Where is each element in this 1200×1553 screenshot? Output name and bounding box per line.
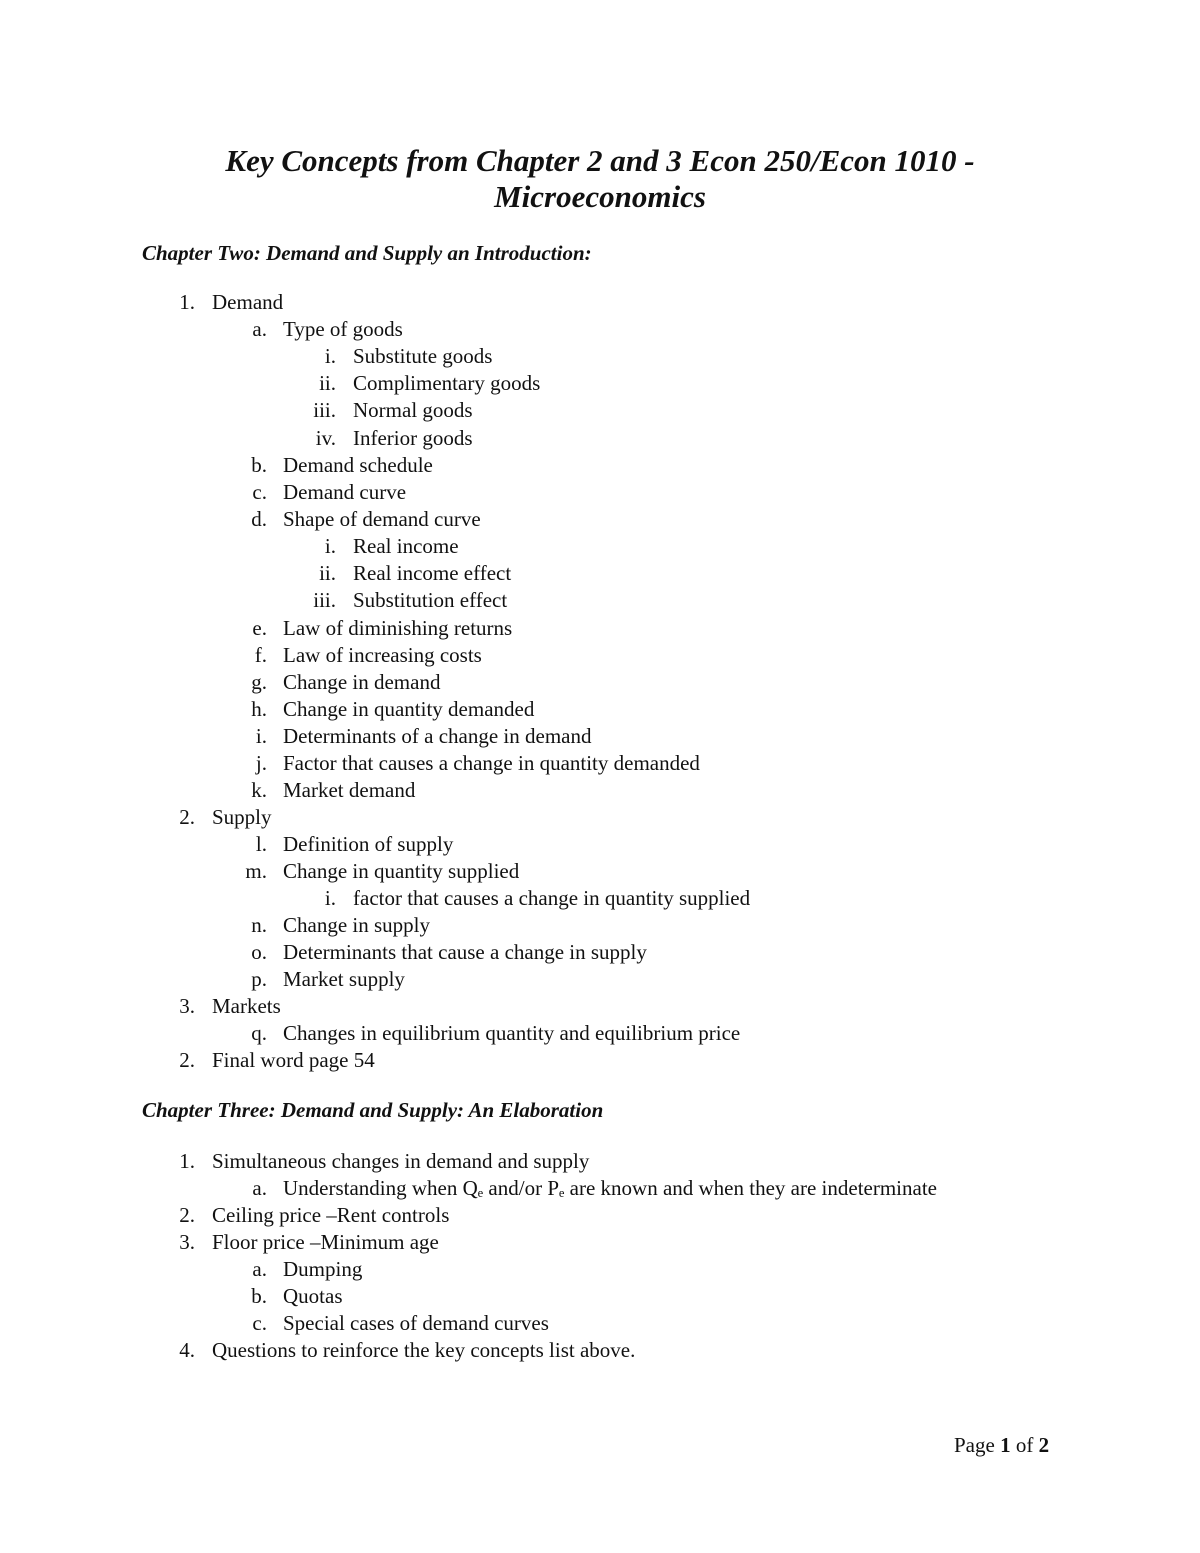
item-marker: 2.	[179, 1203, 195, 1227]
item-text: Shape of demand curve	[283, 507, 481, 531]
item-marker: a.	[252, 1176, 267, 1200]
document-title-line-1: Key Concepts from Chapter 2 and 3 Econ 250/Econ 1010 -	[225, 143, 975, 178]
item-marker: g.	[251, 670, 267, 694]
item-text: Normal goods	[353, 398, 473, 422]
item-marker: b.	[251, 453, 267, 477]
item-marker: i.	[324, 886, 336, 910]
item-text: Demand schedule	[283, 453, 433, 477]
item-text: factor that causes a change in quantity supplied	[353, 886, 751, 910]
item-text: Simultaneous changes in demand and supply	[212, 1149, 590, 1173]
item-text: Final word page 54	[212, 1048, 375, 1072]
item-marker: q.	[251, 1021, 267, 1045]
item-marker: a.	[252, 1257, 267, 1281]
item-marker: iii.	[313, 398, 336, 422]
item-marker: f.	[254, 643, 267, 667]
current-page-number: 1	[1000, 1433, 1011, 1457]
chapter-three-heading: Chapter Three: Demand and Supply: An Elaboration	[142, 1098, 604, 1122]
item-marker: h.	[251, 697, 267, 721]
item-text: Determinants that cause a change in supply	[283, 940, 647, 964]
item-marker: p.	[251, 967, 267, 991]
item-marker: o.	[251, 940, 267, 964]
item-text: Questions to reinforce the key concepts list above.	[212, 1338, 636, 1362]
item-marker: 3.	[179, 994, 195, 1018]
page-label: Page	[954, 1433, 995, 1457]
item-marker: m.	[245, 859, 267, 883]
item-text: Change in supply	[283, 913, 430, 937]
item-text: Supply	[212, 805, 272, 829]
item-text: Definition of supply	[283, 832, 454, 856]
item-marker: 2.	[179, 805, 195, 829]
item-marker: iii.	[313, 588, 336, 612]
chapter-two-heading: Chapter Two: Demand and Supply an Introduction:	[142, 241, 592, 265]
item-text: Changes in equilibrium quantity and equilibrium price	[283, 1021, 741, 1045]
item-text: Market demand	[283, 778, 416, 802]
item-text: Law of diminishing returns	[283, 616, 513, 640]
item-marker: i.	[324, 344, 336, 368]
item-marker: l.	[255, 832, 267, 856]
item-marker: b.	[251, 1284, 267, 1308]
item-marker: a.	[252, 317, 267, 341]
item-text: Dumping	[283, 1257, 363, 1281]
item-text: Special cases of demand curves	[283, 1311, 549, 1335]
item-marker: i.	[255, 724, 267, 748]
item-marker: 1.	[179, 1149, 195, 1173]
total-page-count: 2	[1038, 1433, 1050, 1457]
item-text: Change in quantity demanded	[283, 697, 535, 721]
item-text: Factor that causes a change in quantity demanded	[283, 751, 700, 775]
item-marker: ii.	[319, 371, 336, 395]
item-text: Demand	[212, 290, 284, 314]
item-text: Determinants of a change in demand	[283, 724, 592, 748]
item-marker: 4.	[179, 1338, 195, 1362]
item-marker: j.	[255, 751, 267, 775]
item-marker: c.	[252, 480, 267, 504]
item-marker: c.	[252, 1311, 267, 1335]
item-marker: 3.	[179, 1230, 195, 1254]
item-marker: 2.	[179, 1048, 195, 1072]
item-marker: e.	[252, 616, 267, 640]
item-text: Change in quantity supplied	[283, 859, 520, 883]
item-text: Change in demand	[283, 670, 441, 694]
item-text: Demand curve	[283, 480, 407, 504]
item-text: Complimentary goods	[353, 371, 541, 395]
item-text: Understanding when Qₑ and/or Pₑ are known and when they are indeterminate	[283, 1176, 937, 1200]
item-text: Substitute goods	[353, 344, 493, 368]
item-marker: i.	[324, 534, 336, 558]
of-label: of	[1015, 1433, 1034, 1457]
item-text: Real income	[353, 534, 459, 558]
item-marker: iv.	[315, 426, 336, 450]
document-title-line-2: Microeconomics	[494, 179, 706, 214]
item-text: Market supply	[283, 967, 405, 991]
item-marker: 1.	[179, 290, 195, 314]
item-marker: d.	[251, 507, 267, 531]
item-marker: ii.	[319, 561, 336, 585]
item-marker: k.	[251, 778, 267, 802]
item-marker: n.	[251, 913, 267, 937]
item-text: Law of increasing costs	[283, 643, 482, 667]
item-text: Ceiling price –Rent controls	[212, 1203, 450, 1227]
item-text: Type of goods	[283, 317, 403, 341]
page-number-footer	[954, 1432, 1049, 1459]
item-text: Quotas	[283, 1284, 343, 1308]
item-text: Real income effect	[353, 561, 512, 585]
item-text: Substitution effect	[353, 588, 508, 612]
item-text: Markets	[212, 994, 281, 1018]
item-text: Floor price –Minimum age	[212, 1230, 439, 1254]
item-text: Inferior goods	[353, 426, 473, 450]
